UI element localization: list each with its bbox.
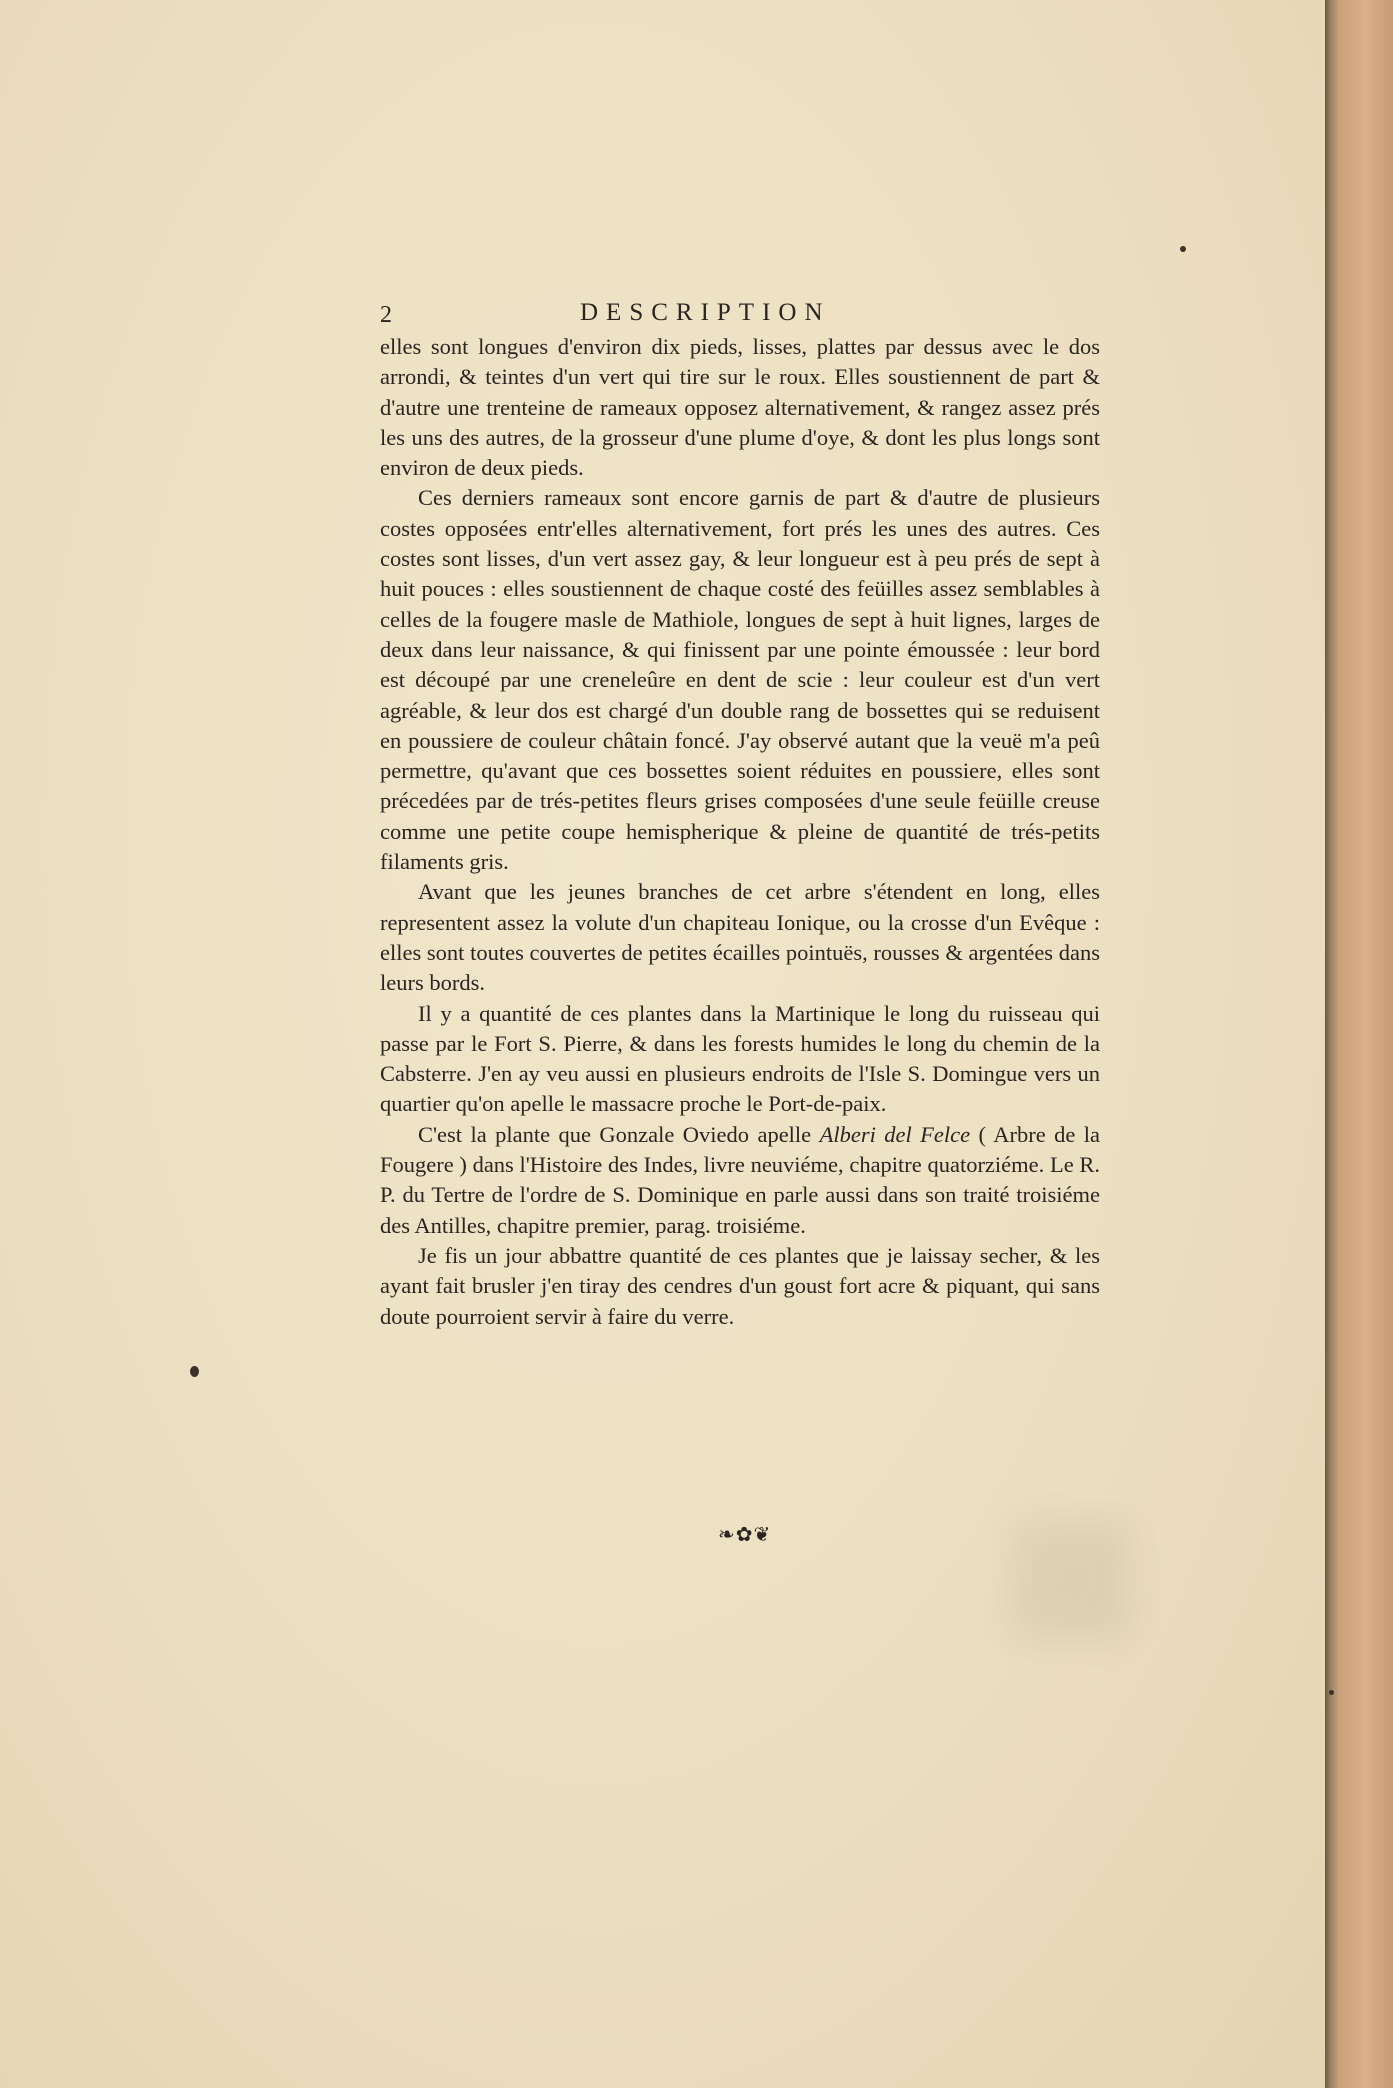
page-header (380, 298, 1100, 332)
page-number: 2 (380, 302, 392, 328)
page-edge (1325, 0, 1393, 2088)
paragraph: Je fis un jour abbattre quantité de ces plantes que je laissay secher, & les ayant fait brusler j'en tiray des cendres d'un goust fort acre & piquant, qui sans doute pourroient servir à faire du verre. (380, 1242, 1100, 1329)
paragraph: Avant que les jeunes branches de cet arbre s'étendent en long, elles representent assez la volute d'un chapiteau Ionique, ou la crosse d'un Evêque : elles sont toutes couvertes de petites écailles pointuës, rousses & argentées dans leurs bords. (380, 879, 1100, 996)
paragraph (380, 1120, 1100, 1241)
ink-spot (190, 1366, 199, 1377)
paragraph: Ces derniers rameaux sont encore garnis de part & d'autre de plusieurs costes opposées entr'elles alternativement, fort prés les unes des autres. Ces costes sont lisses, d'un vert assez gay, & leur longueur est à peu prés de sept à huit pouces : elles soustiennent de chaque costé des feüilles assez semblables à celles de la fougere masle de Mathiole, longues de sept à huit lignes, larges de deux dans leur naissance, & qui finissent par une pointe émoussée : leur bord est découpé par une creneleûre en dent de scie : leur couleur est d'un vert agréable, & leur dos est chargé d'un double rang de bossettes qui se reduisent en poussiere de couleur châtain foncé. J'ay observé autant que la veuë m'a peû permettre, qu'avant que ces bossettes soient réduites en poussiere, elles sont précedées par de trés-petites fleurs grises composées d'une seule feüille creuse comme une petite coupe hemispherique & pleine de quantité de trés-petits filaments gris. (380, 485, 1100, 875)
paragraph: Il y a quantité de ces plantes dans la Martinique le long du ruisseau qui passe par le Fort S. Pierre, & dans les forests humides le long du chemin de la Cabsterre. J'en ay veu aussi en plusieurs endroits de l'Isle S. Domingue vers un quartier qu'on apelle le massacre proche le Port-de-paix. (380, 1000, 1100, 1117)
paragraph: elles sont longues d'environ dix pieds, lisses, plattes par dessus avec le dos arrondi, & teintes d'un vert qui tire sur le roux. Elles soustiennent de part & d'autre une trenteine de rameaux opposez alternativement, & rangez assez prés les uns des autres, de la grosseur d'une plume d'oye, & dont les plus longs sont environ de deux pieds. (380, 334, 1100, 481)
paragraph-text: ( Arbre de la Fougere ) dans l'Histoire des Indes, livre neuviéme, chapitre quatorziéme. Le R. P. du Tertre de l'ordre de S. Dominique en parle aussi dans son traité troisiéme des Antilles, chapitre premier, parag. troisiéme. (380, 1121, 1100, 1238)
ink-spot (1329, 1690, 1334, 1695)
running-head: DESCRIPTION (580, 299, 831, 326)
show-through-shadow (1010, 1520, 1130, 1640)
page-text (380, 298, 1100, 1332)
printer-ornament: ❧✿❦ (718, 1522, 772, 1546)
paragraph-text: C'est la plante que Gonzale Oviedo apelle (418, 1121, 820, 1147)
ink-spot (1180, 246, 1186, 252)
italic-title: Alberi del Felce (819, 1121, 971, 1147)
